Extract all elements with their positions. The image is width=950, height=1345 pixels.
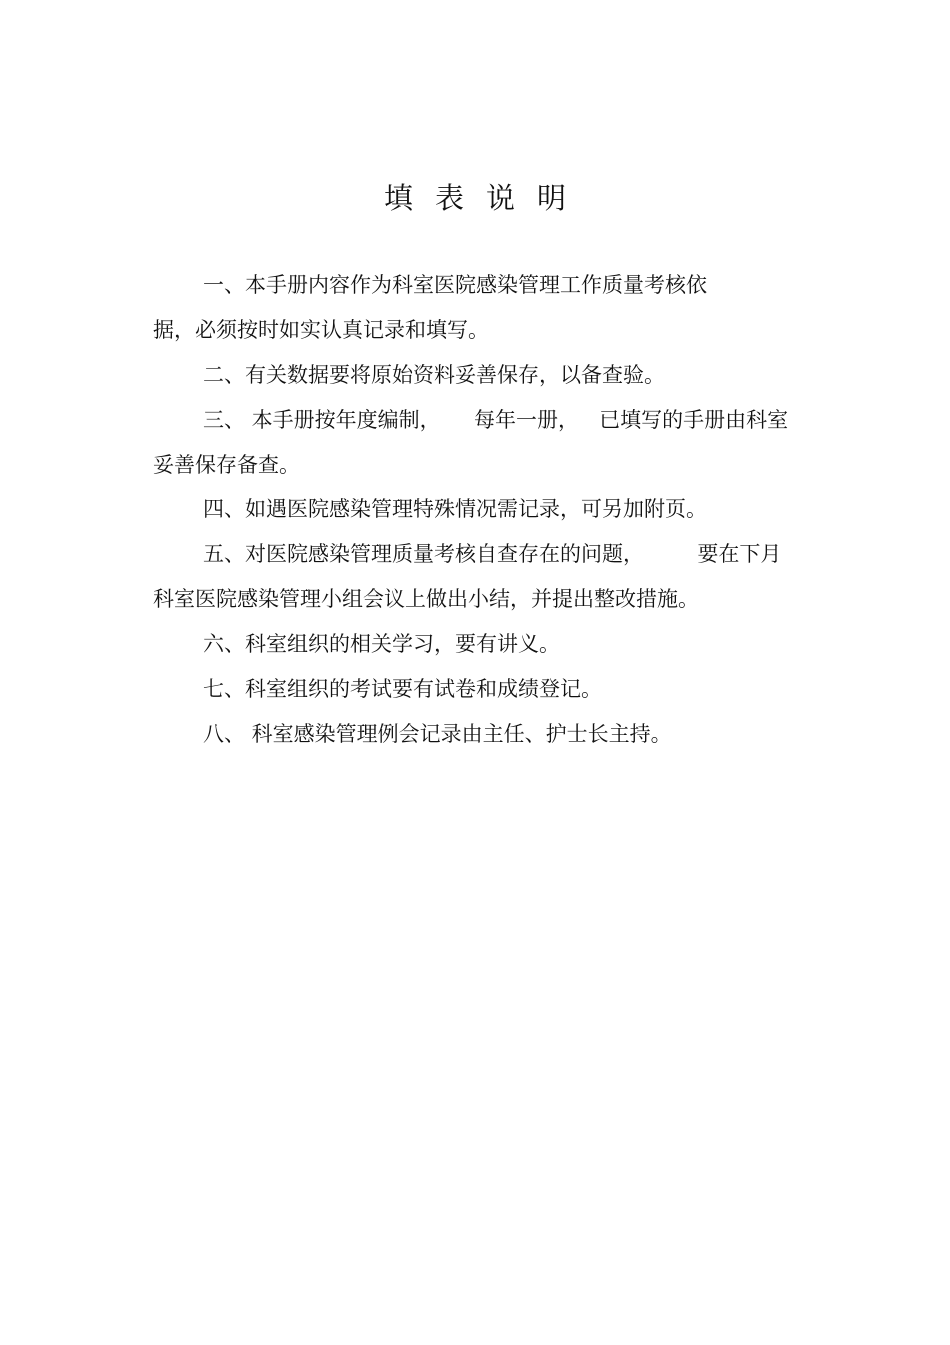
instruction-2: 二、有关数据要将原始资料妥善保存，以备查验。 <box>203 363 665 387</box>
instruction-1-line-1: 一、本手册内容作为科室医院感染管理工作质量考核依 <box>203 273 707 297</box>
page-title: 填表说明 <box>383 181 588 215</box>
instruction-5-line-1: 五、对医院感染管理质量考核自查存在的问题， 要在下月 <box>203 542 782 566</box>
instruction-6: 六、科室组织的相关学习，要有讲义。 <box>203 632 560 656</box>
instruction-3-line-2: 妥善保存备查。 <box>153 453 300 477</box>
instruction-5-line-2: 科室医院感染管理小组会议上做出小结，并提出整改措施。 <box>153 587 699 611</box>
instruction-7: 七、科室组织的考试要有试卷和成绩登记。 <box>203 677 602 701</box>
instruction-3-line-1: 三、 本手册按年度编制， 每年一册， 已填写的手册由科室 <box>203 408 789 432</box>
instruction-4: 四、如遇医院感染管理特殊情况需记录，可另加附页。 <box>203 497 707 521</box>
instruction-1-line-2: 据，必须按时如实认真记录和填写。 <box>153 318 489 342</box>
instruction-8: 八、 科室感染管理例会记录由主任、护士长主持。 <box>203 722 672 746</box>
